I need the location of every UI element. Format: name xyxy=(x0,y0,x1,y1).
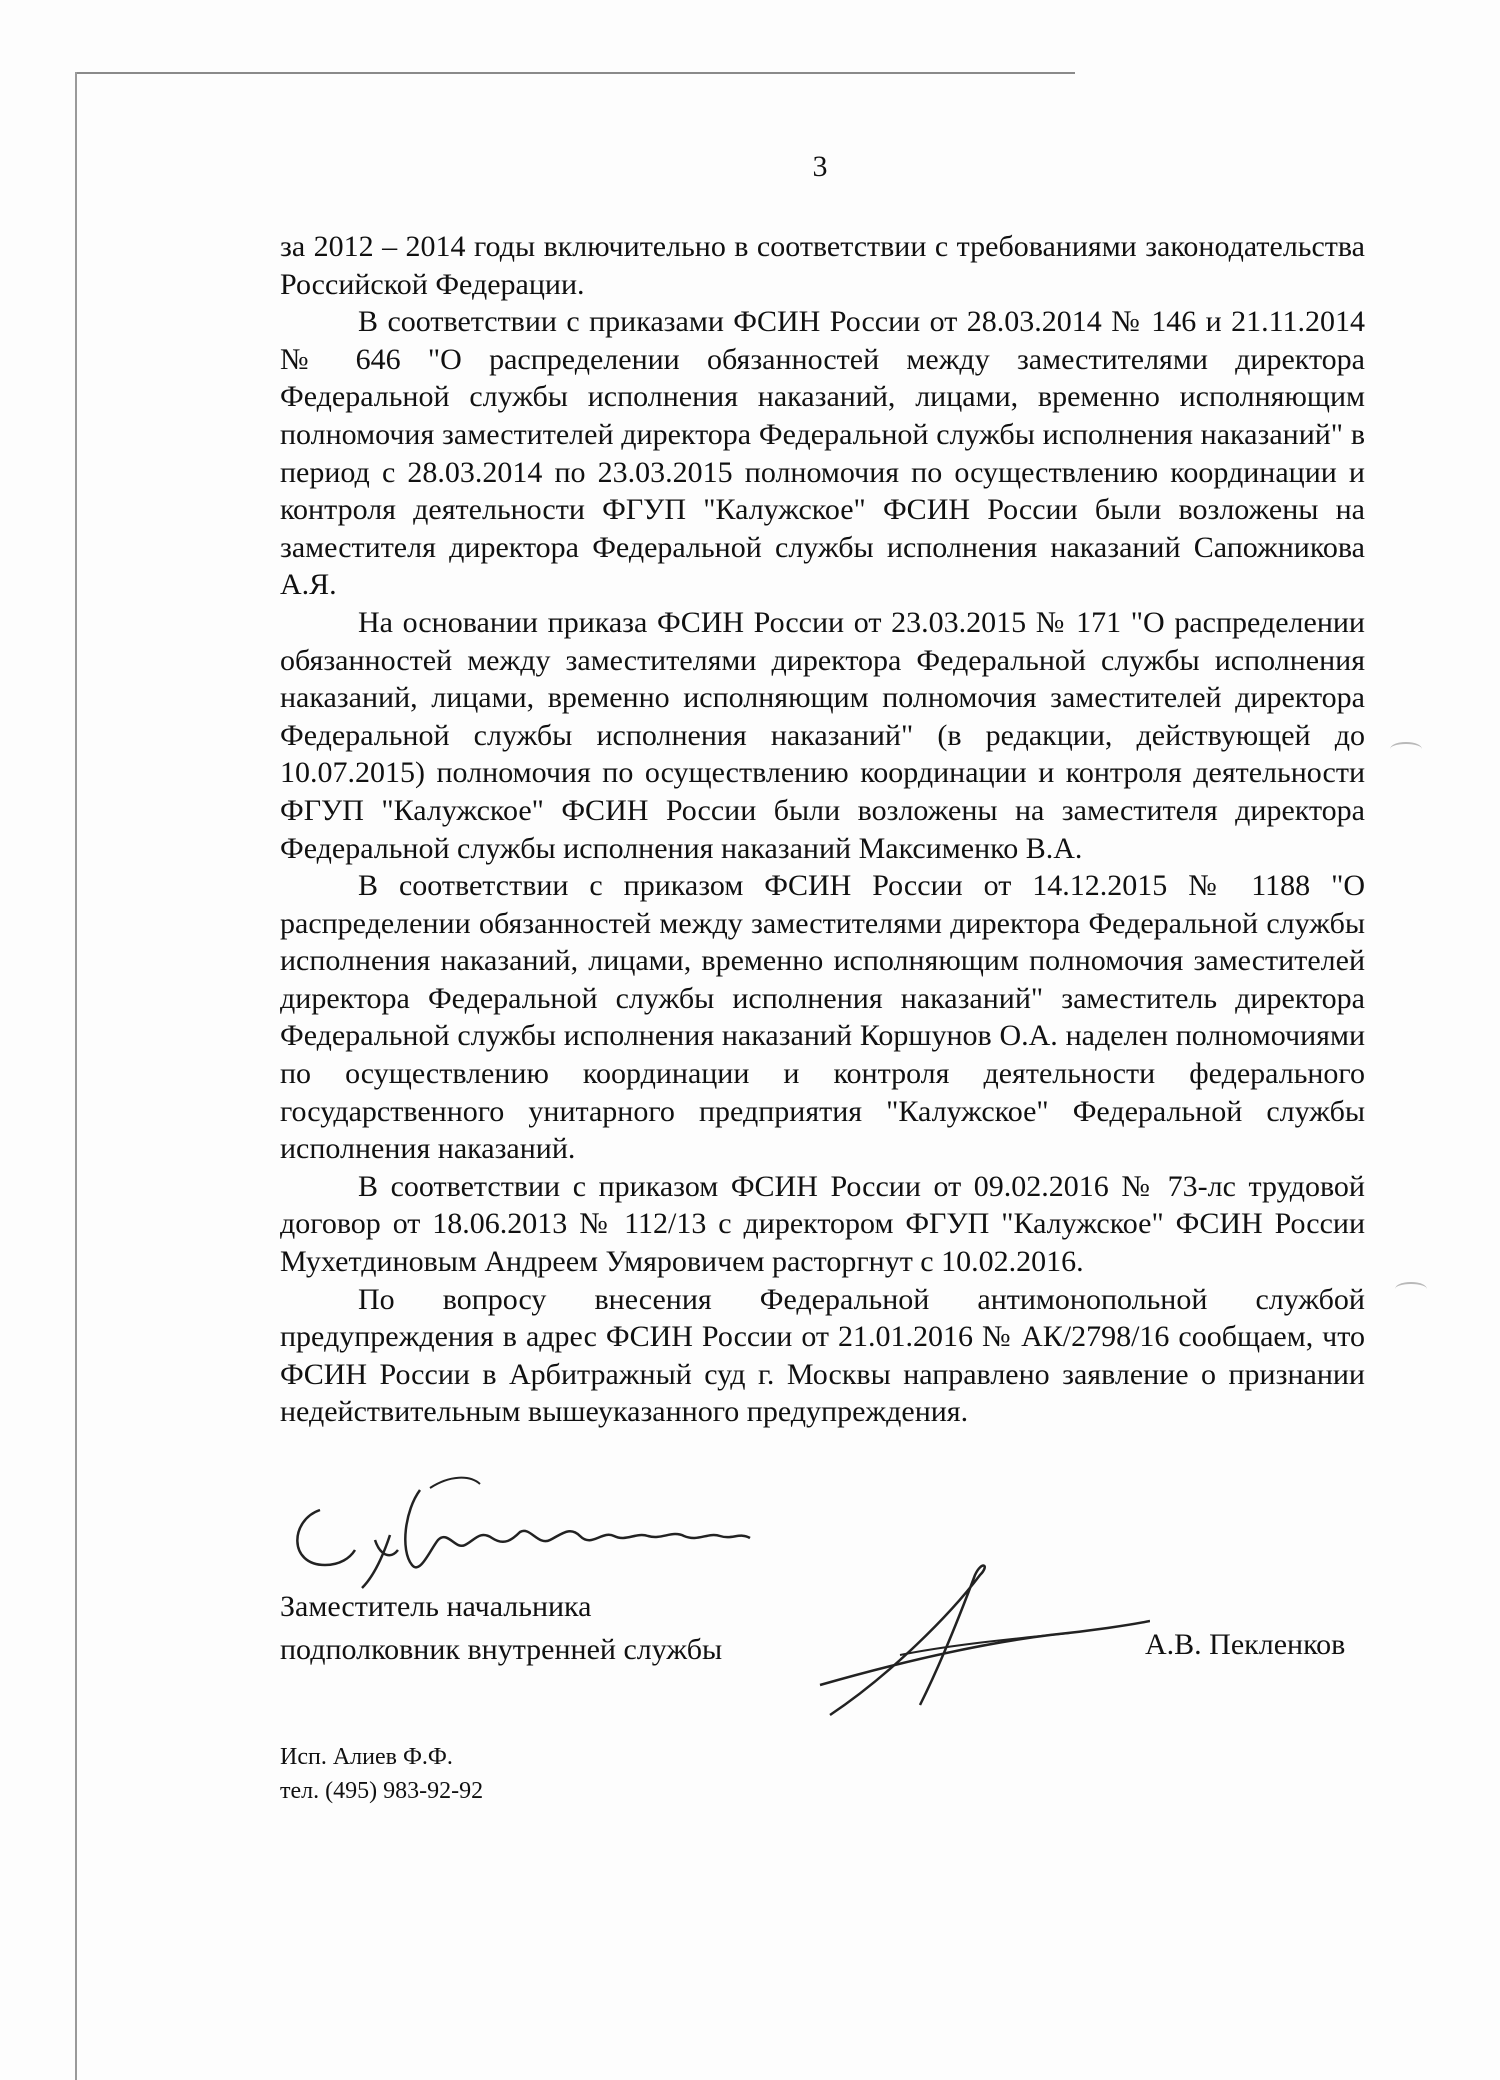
paragraph: за 2012 – 2014 годы включительно в соответствии с требованиями законодательства Российской Федерации. xyxy=(280,230,1365,301)
scan-mark xyxy=(1395,1282,1427,1296)
letter-body xyxy=(280,228,1365,1431)
executor-info xyxy=(280,1740,483,1808)
signatory-position xyxy=(280,1585,722,1671)
executor-phone: тел. (495) 983-92-92 xyxy=(280,1778,484,1804)
scan-edge-top xyxy=(75,72,1075,74)
paragraph: На основании приказа ФСИН России от 23.03.2015 № 171 "О распределении обязанностей между заместителями директора Федеральной службы исполнения наказаний, лицами, временно исполняющим полномочия заместителей директора Федеральной службы исполнения наказаний" (в редакции, действующей до 10.07.2015) полномочия по осуществлению координации и контроля деятельности ФГУП "Калужское" ФСИН России были возложены на заместителя директора Федеральной службы исполнения наказаний Максименко В.А. xyxy=(280,605,1365,865)
signatory-name: А.В. Пекленков xyxy=(1145,1628,1346,1661)
signature-icon xyxy=(810,1555,1150,1735)
scan-mark xyxy=(1390,742,1422,756)
paragraph: В соответствии с приказами ФСИН России от 28.03.2014 № 146 и 21.11.2014 № 646 "О распределении обязанностей между заместителями директора Федеральной службы исполнения наказаний, лицами, временно исполняющим полномочия заместителей директора Федеральной службы исполнения наказаний" в период с 28.03.2014 по 23.03.2015 полномочия по осуществлению координации и контроля деятельности ФГУП "Калужское" ФСИН России были возложены на заместителя директора Федеральной службы исполнения наказаний Сапожникова А.Я. xyxy=(280,305,1365,602)
paragraph: В соответствии с приказом ФСИН России от 14.12.2015 № 1188 "О распределении обязанностей между заместителями директора Федеральной службы исполнения наказаний, лицами, временно исполняющим полномочия заместителей директора Федеральной службы исполнения наказаний" заместитель директора Федеральной службы исполнения наказаний Коршунов О.А. наделен полномочиями по осуществлению координации и контроля деятельности федерального государственного унитарного предприятия "Калужское" Федеральной службы исполнения наказаний. xyxy=(280,869,1365,1166)
position-line: подполковник внутренней службы xyxy=(280,1633,723,1666)
paragraph: По вопросу внесения Федеральной антимонопольной службой предупреждения в адрес ФСИН России от 21.01.2016 № АК/2798/16 сообщаем, что ФСИН России в Арбитражный суд г. Москвы направлено заявление о признании недействительным вышеуказанного предупреждения. xyxy=(280,1282,1365,1429)
page-number: 3 xyxy=(812,150,828,183)
executor-name: Исп. Алиев Ф.Ф. xyxy=(280,1744,453,1770)
position-line: Заместитель начальника xyxy=(280,1590,592,1623)
paragraph: В соответствии с приказом ФСИН России от 09.02.2016 № 73-лс трудовой договор от 18.06.2013 № 112/13 с директором ФГУП "Калужское" ФСИН России Мухетдиновым Андреем Умяровичем расторгнут с 10.02.2016. xyxy=(280,1169,1365,1279)
scan-edge-left xyxy=(75,72,77,2080)
